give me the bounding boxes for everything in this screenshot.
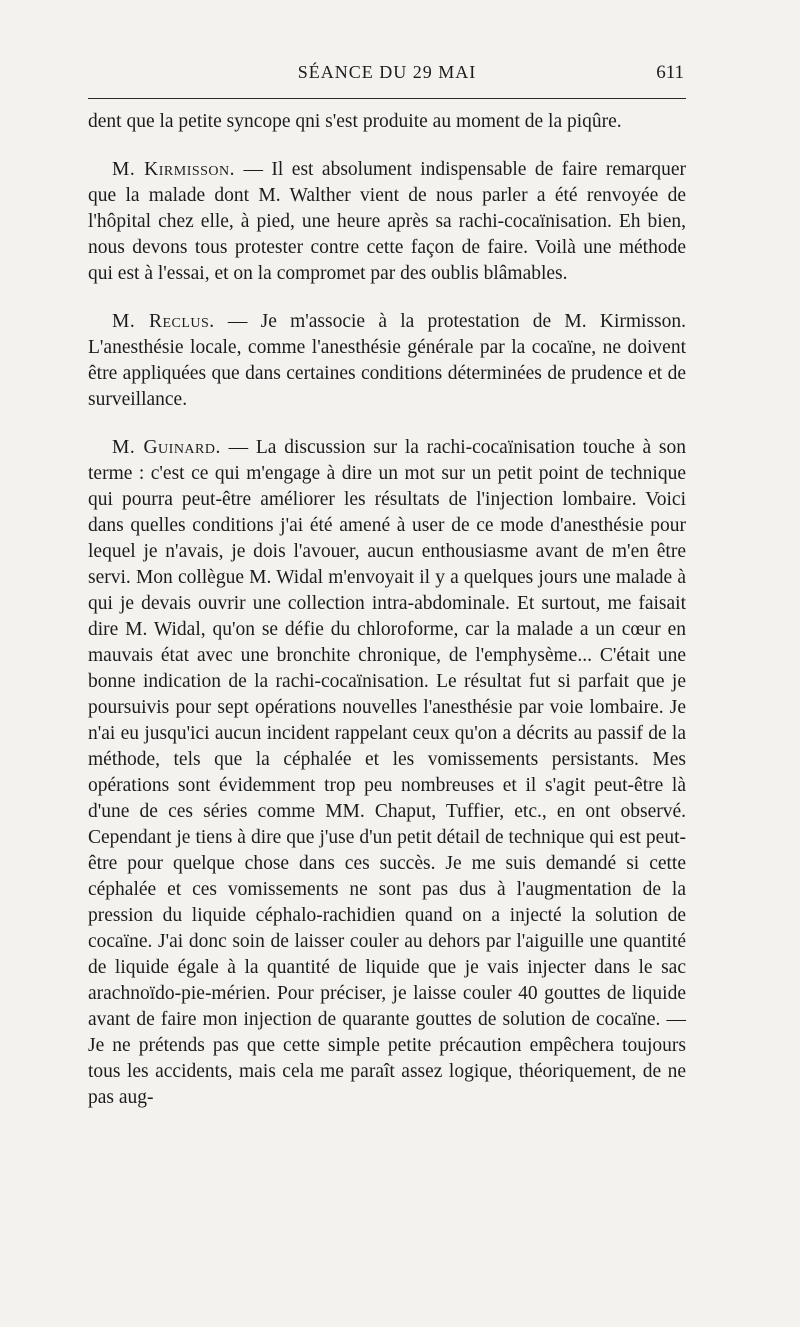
page xyxy=(88,58,686,1111)
page-number: 611 xyxy=(656,62,684,83)
speaker-name: M. Reclus. xyxy=(112,311,215,332)
paragraph-text: — Je m'associe à la protestation de M. Kirmisson. L'anesthésie locale, comme l'anesthésie générale par la cocaïne, ne doivent être appliquées que dans certaines conditions déterminées de prudence et de surveillance. xyxy=(88,311,687,410)
paragraph-text: — Il est absolument indispensable de faire remarquer que la malade dont M. Walther vient de nous parler a été renvoyée de l'hôpital chez elle, à pied, une heure après sa rachi-cocaïnisation. Eh bien, nous devons tous protester contre cette façon de faire. Voilà une méthode qui est à l'essai, et on la compromet par des oublis blâmables. xyxy=(88,159,686,284)
paragraph-guinard xyxy=(88,435,686,1111)
paragraph-text: — La discussion sur la rachi-cocaïnisation touche à son terme : c'est ce qui m'engage à dire un mot sur un petit point de technique qui pourra peut-être améliorer les résultats de l'injection lombaire. Voici dans quelles conditions j'ai été amené à user de ce mode d'anesthésie pour lequel je n'avais, je dois l'avouer, aucun enthousiasme avant de m'en être servi. Mon collègue M. Widal m'envoyait il y a quelques jours une malade à qui je devais ouvrir une collection intra-abdominale. Et surtout, me faisait dire M. Widal, qu'on se défie du chloroforme, car la malade a un cœur en mauvais état avec une bronchite chronique, de l'emphysème... C'était une bonne indication de la rachi-cocaïnisation. Le résultat fut si parfait que je poursuivis pour sept opérations nouvelles l'anesthésie par voie lombaire. Je n'ai eu jusqu'ici aucun incident rappelant ceux qu'on a décrits au passif de la méthode, tels que la céphalée et les vomissements persistants. Mes opérations sont évidemment trop peu nombreuses et il s'agit peut-être là d'une de ces séries comme MM. Chaput, Tuffier, etc., en ont observé. Cependant je tiens à dire que j'use d'un petit détail de technique qui est peut-être pour quelque chose dans ces succès. Je me suis demandé si cette céphalée et ces vomissements ne sont pas dus à l'augmentation de la pression du liquide céphalo-rachidien quand on a injecté la solution de cocaïne. J'ai donc soin de laisser couler au dehors par l'aiguille une quantité de liquide égale à la quantité de liquide que je vais injecter dans le sac arachnoïdo-pie-mérien. Pour préciser, je laisse couler 40 gouttes de liquide avant de faire mon injection de quarante gouttes de solution de cocaïne. — Je ne prétends pas que cette simple petite précaution empêchera toujours tous les accidents, mais cela me paraît assez logique, théoriquement, de ne pas aug- xyxy=(88,437,686,1108)
header-rule xyxy=(88,98,686,99)
paragraph-continuation xyxy=(88,109,686,135)
paragraph-kirmisson xyxy=(88,157,686,287)
paragraph-text: dent que la petite syncope qni s'est produite au moment de la piqûre. xyxy=(88,111,622,132)
running-title: SÉANCE DU 29 MAI xyxy=(297,62,477,82)
running-header xyxy=(88,58,686,90)
speaker-name: M. Guinard. xyxy=(112,437,221,458)
speaker-name: M. Kirmisson. xyxy=(112,159,236,180)
paragraph-reclus xyxy=(88,309,686,413)
